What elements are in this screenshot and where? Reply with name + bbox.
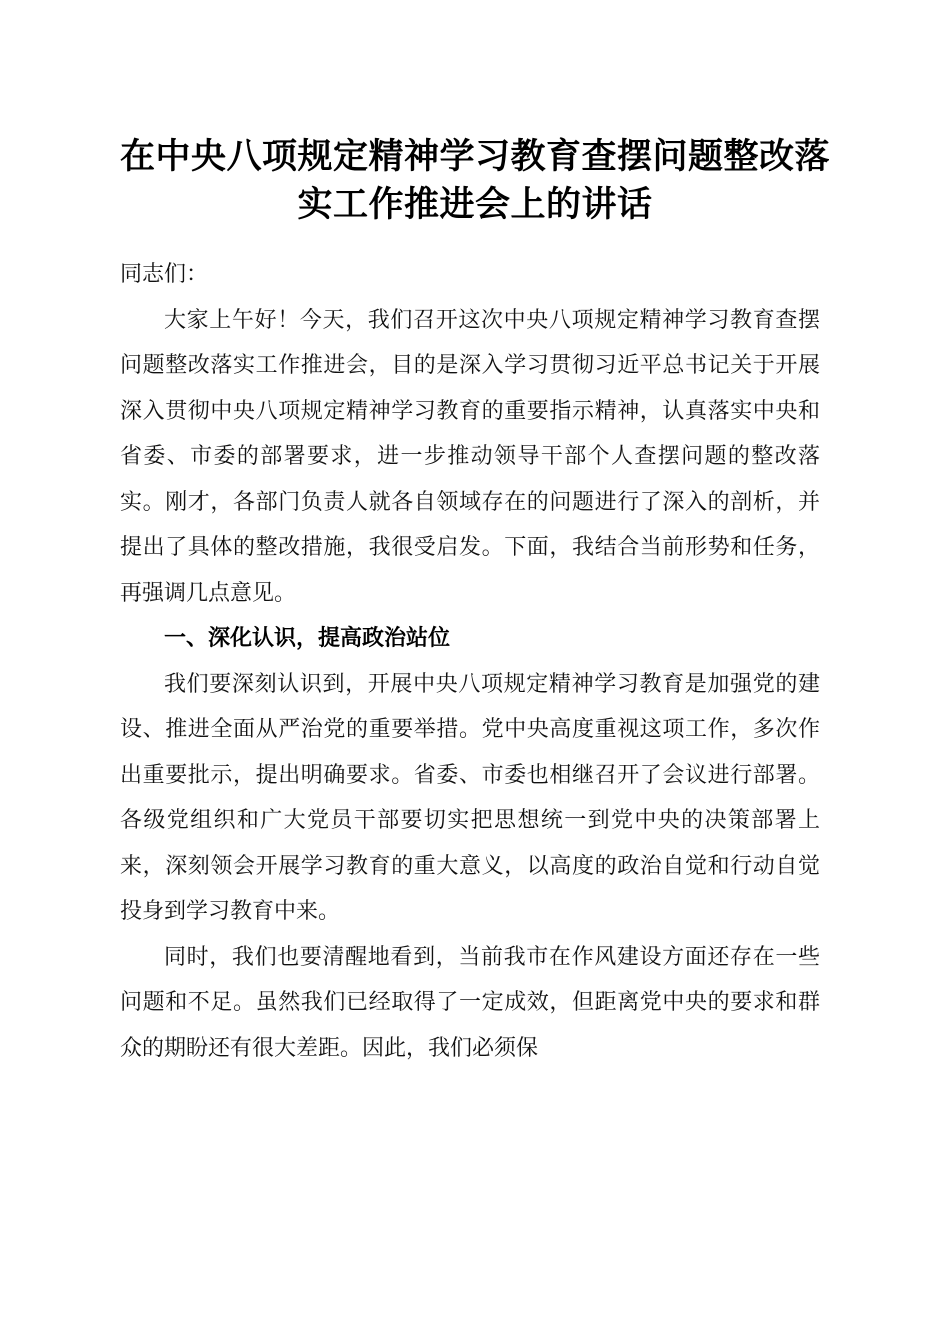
salutation: 同志们： <box>120 262 209 287</box>
body-paragraph: 我们要深刻认识到，开展中央八项规定精神学习教育是加强党的建设、推进全面从严治党的重要举措。党中央高度重视这项工作，多次作出重要批示，提出明确要求。省委、市委也相继召开了会议进行部署。各级党组织和广大党员干部要切实把思想统一到党中央的决策部署上来，深刻领会开展学习教育的重大意义，以高度的政治自觉和行动自觉投身到学习教育中来。 <box>120 671 820 924</box>
document-title: 在中央八项规定精神学习教育查摆问题整改落实工作推进会上的讲话 <box>119 136 830 225</box>
body-paragraph: 大家上午好！今天，我们召开这次中央八项规定精神学习教育查摆问题整改落实工作推进会，目的是深入学习贯彻习近平总书记关于开展深入贯彻中央八项规定精神学习教育的重要指示精神，认真落实中央和省委、市委的部署要求，进一步推动领导干部个人查摆问题的整改落实。刚才，各部门负责人就各自领域存在的问题进行了深入的剖析，并提出了具体的整改措施，我很受启发。下面，我结合当前形势和任务，再强调几点意见。 <box>120 307 820 606</box>
document-body <box>120 252 820 1071</box>
section-heading: 一、深化认识，提高政治站位 <box>164 626 451 651</box>
body-paragraph: 同时，我们也要清醒地看到，当前我市在作风建设方面还存在一些问题和不足。虽然我们已经取得了一定成效，但距离党中央的要求和群众的期盼还有很大差距。因此，我们必须保 <box>120 944 820 1061</box>
